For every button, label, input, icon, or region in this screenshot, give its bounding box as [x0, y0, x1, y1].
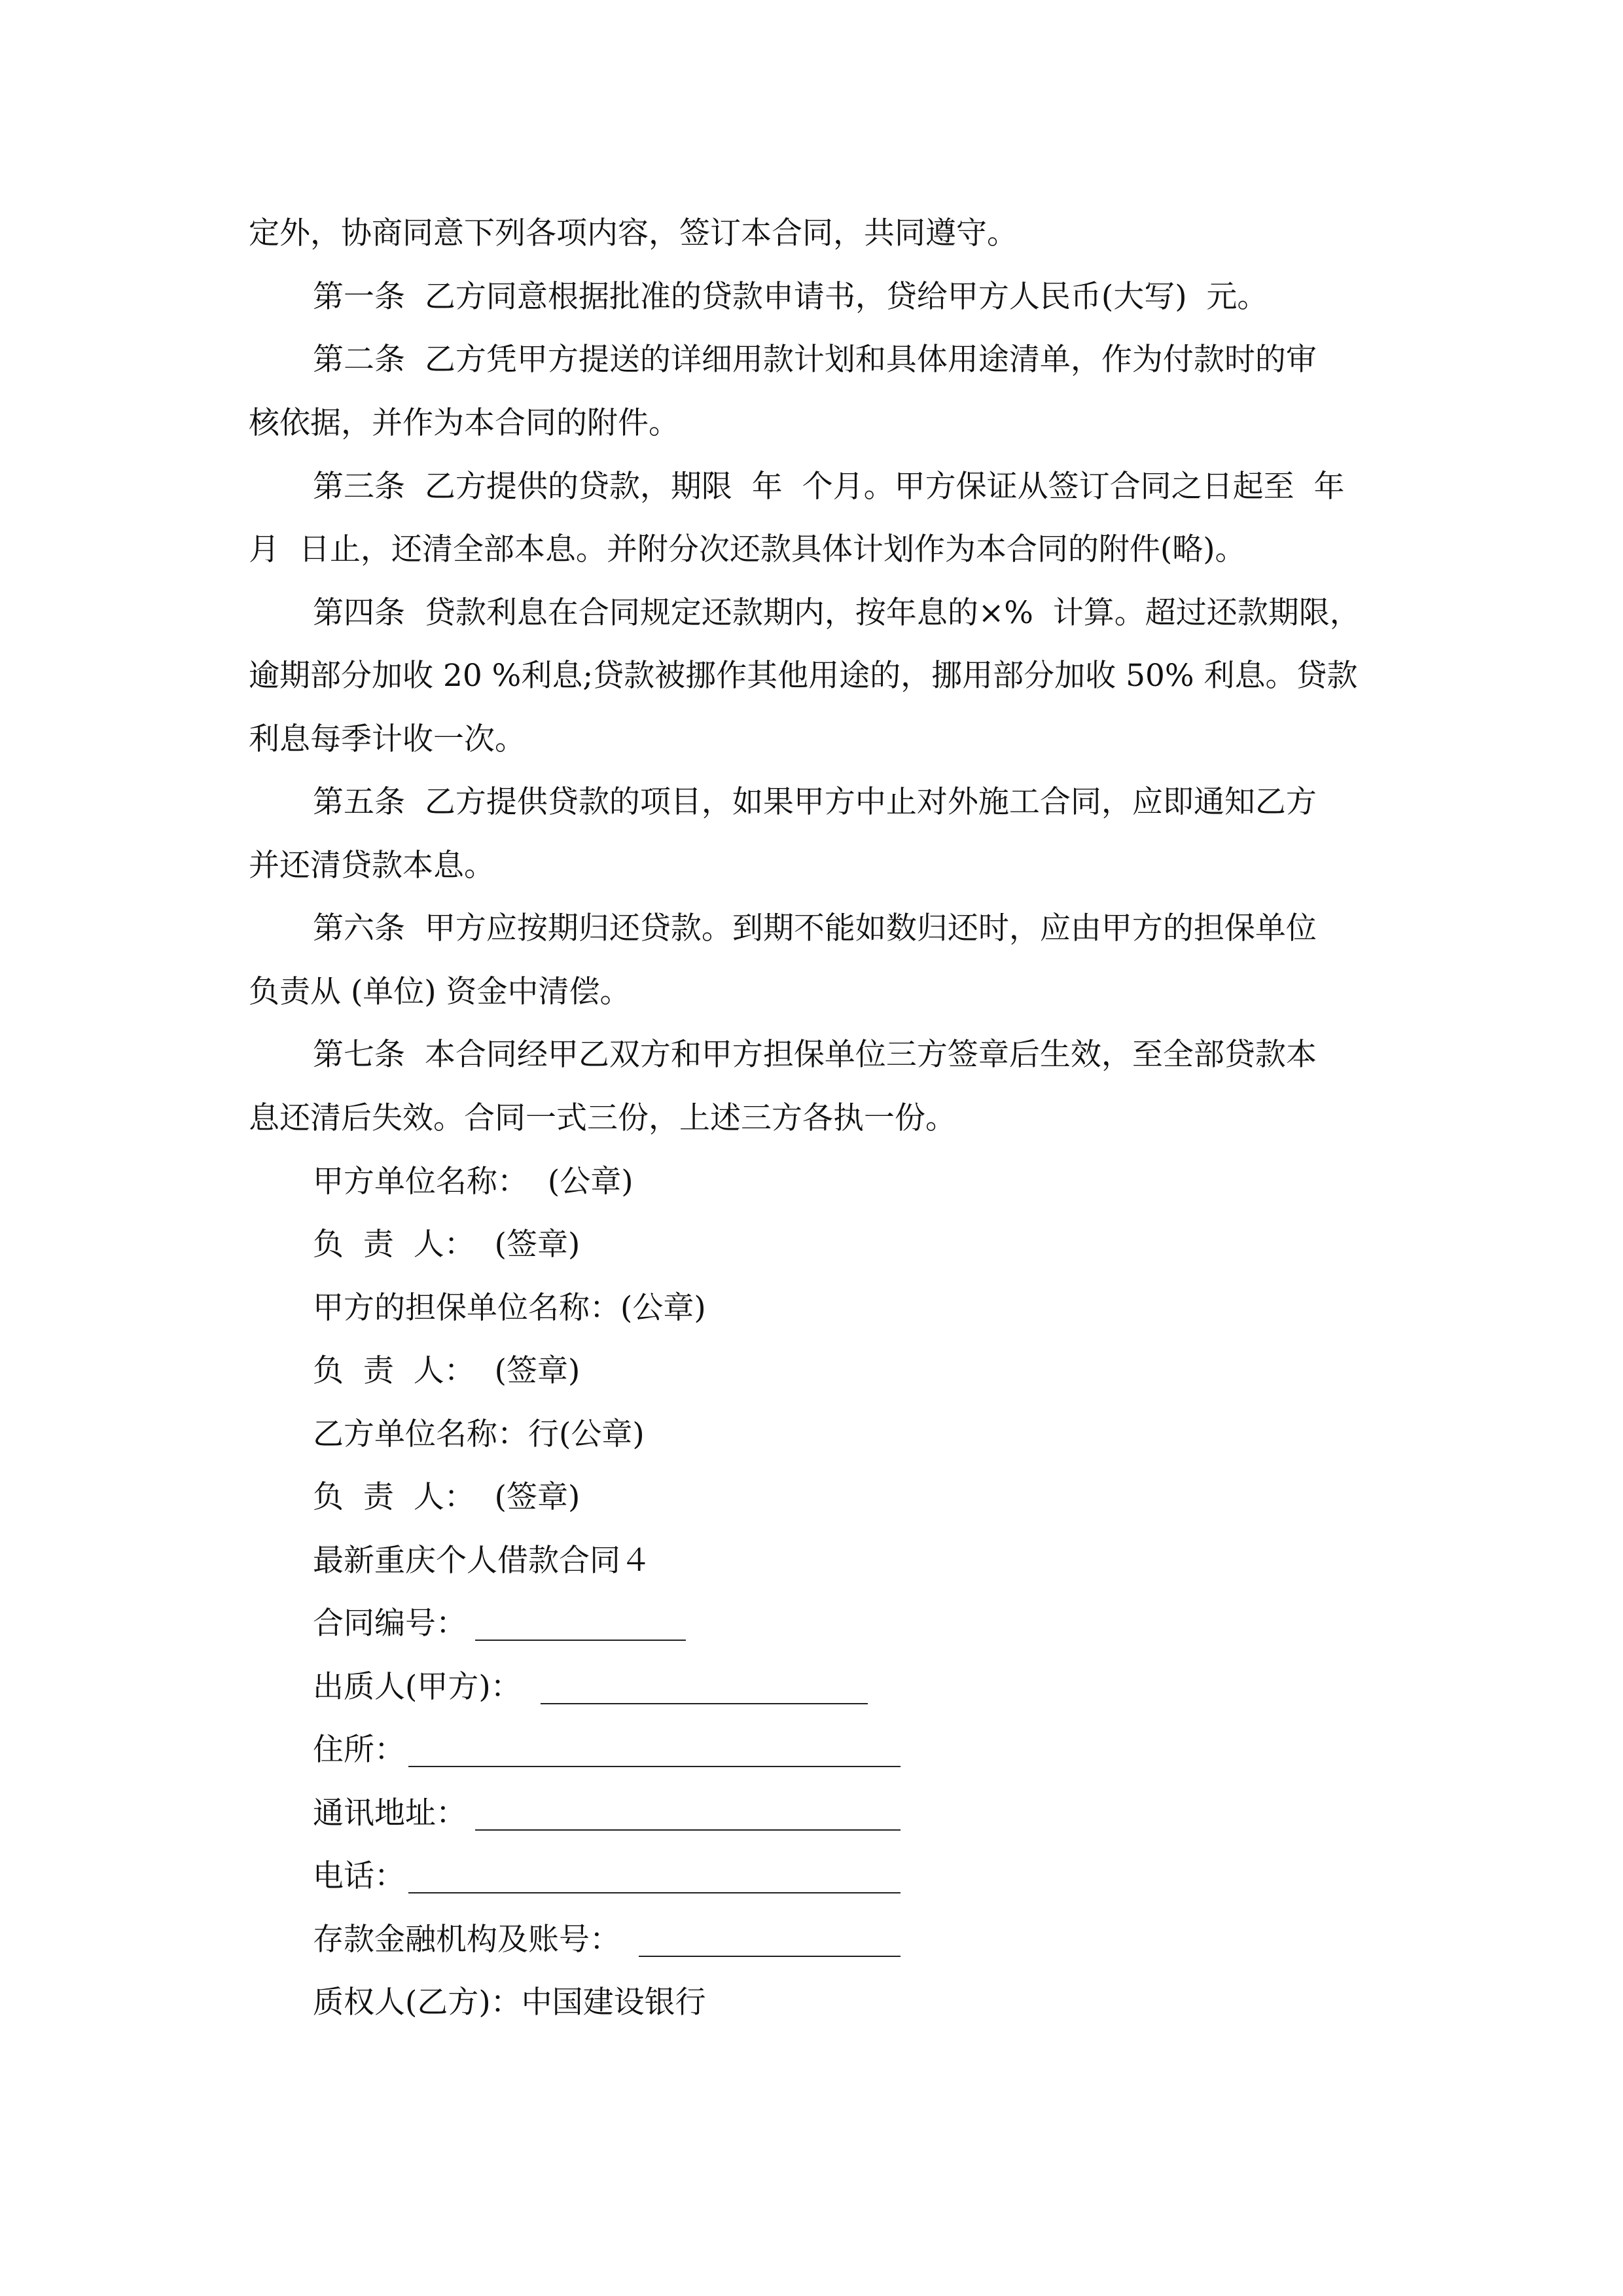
- contract-number-blank: [475, 1640, 686, 1641]
- pledgor-blank: [541, 1703, 868, 1704]
- article-3-line-1: 第三条 乙方提供的贷款，期限 年 个月。甲方保证从签订合同之日起至 年: [313, 469, 1345, 505]
- party-a-name-line: 甲方单位名称： (公章): [313, 1164, 633, 1200]
- article-3-line-2: 月 日止，还清全部本息。并附分次还款具体计划作为本合同的附件(略)。: [249, 531, 1246, 567]
- address-label: 住所：: [313, 1732, 405, 1768]
- party-b-name-line: 乙方单位名称：行(公章): [313, 1416, 645, 1452]
- article-4-line-1: 第四条 贷款利息在合同规定还款期内，按年息的×% 计算。超过还款期限，: [313, 595, 1361, 631]
- article-2-line-1: 第二条 乙方凭甲方提送的详细用款计划和具体用途清单，作为付款时的审: [313, 342, 1317, 378]
- bank-account-blank: [639, 1956, 901, 1957]
- guarantor-name-line: 甲方的担保单位名称：(公章): [313, 1290, 706, 1326]
- address-blank: [408, 1766, 901, 1767]
- article-1-line-1: 第一条 乙方同意根据批准的贷款申请书，贷给甲方人民币(大写) 元。: [313, 279, 1268, 315]
- phone-blank: [408, 1892, 901, 1893]
- article-6-line-2: 负责从 (单位) 资金中清偿。: [249, 974, 631, 1010]
- article-7-line-1: 第七条 本合同经甲乙双方和甲方担保单位三方签章后生效，至全部贷款本: [313, 1037, 1317, 1073]
- article-5-line-2: 并还清贷款本息。: [249, 848, 495, 884]
- article-4-line-2: 逾期部分加收 20 %利息;贷款被挪作其他用途的，挪用部分加收 50% 利息。贷款: [249, 658, 1358, 694]
- article-4-line-3: 利息每季计收一次。: [249, 721, 526, 757]
- article-7-line-2: 息还清后失效。合同一式三份，上述三方各执一份。: [249, 1100, 956, 1136]
- contract-4-title: 最新重庆个人借款合同４: [313, 1543, 651, 1579]
- pledgor-label: 出质人(甲方)：: [313, 1669, 522, 1705]
- article-2-line-2: 核依据，并作为本合同的附件。: [249, 405, 679, 441]
- mail-address-blank: [475, 1829, 901, 1831]
- article-6-line-1: 第六条 甲方应按期归还贷款。到期不能如数归还时，应由甲方的担保单位: [313, 910, 1317, 946]
- party-a-head-line: 负 责 人： (签章): [313, 1227, 580, 1263]
- phone-label: 电话：: [313, 1858, 405, 1894]
- guarantor-head-line: 负 责 人： (签章): [313, 1353, 580, 1389]
- article-5-line-1: 第五条 乙方提供贷款的项目，如果甲方中止对外施工合同，应即通知乙方: [313, 784, 1317, 820]
- bank-account-label: 存款金融机构及账号：: [313, 1922, 620, 1958]
- party-b-head-line: 负 责 人： (签章): [313, 1479, 580, 1515]
- paragraph-intro-line: 定外，协商同意下列各项内容，签订本合同，共同遵守。: [249, 215, 1018, 251]
- mail-address-label: 通讯地址：: [313, 1795, 467, 1831]
- contract-number-label: 合同编号：: [313, 1605, 467, 1641]
- pledgee-line: 质权人(乙方)：中国建设银行: [313, 1984, 706, 2020]
